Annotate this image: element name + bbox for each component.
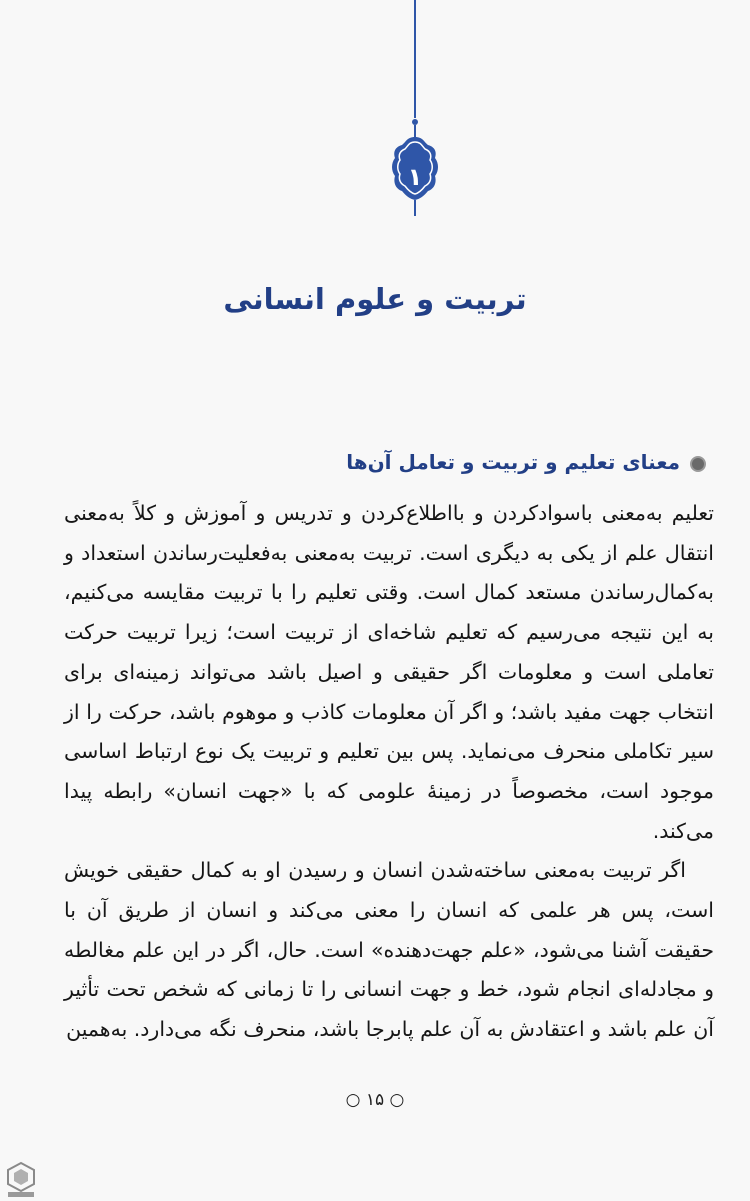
chapter-title: تربیت و علوم انسانی — [223, 282, 527, 316]
bullet-icon — [690, 456, 706, 472]
publisher-logo-icon — [4, 1160, 38, 1198]
page-number: ○ ۱۵ ○ — [345, 1090, 405, 1110]
section-heading-text: معنای تعلیم و تربیت و تعامل آن‌ها — [346, 450, 680, 474]
paragraph: تعلیم به‌معنی باسوادکردن و بااطلاع‌کردن و تدریس و آموزش و کلاً به‌معنی انتقال علم از یکی به دیگری است. تربیت به‌معنی به‌فعلیت‌رساندن استعداد و به‌کمال‌رساندن مستعد کمال است. وقتی تعلیم را با تربیت مقایسه می‌کنیم، به این نتیجه می‌رسیم که تعلیم شاخه‌ای از تربیت است؛ زیرا تربیت حرکت تعاملی است و معلومات اگر حقیقی و اصیل باشد می‌تواند زمینه‌ای برای انتخاب جهت مفید باشد؛ و اگر آن معلومات کاذب و موهوم باشد، حرکت را از سیر تکاملی منحرف می‌نماید. پس بین تعلیم و تربیت یک نوع ارتباط اساسی موجود است، مخصوصاً در زمینهٔ علومی که با «جهت انسان» رابطه پیدا می‌کند. — [64, 501, 714, 843]
section-heading — [86, 450, 706, 474]
chapter-number: ۱ — [407, 163, 423, 191]
body-text — [64, 494, 714, 1050]
paragraph: اگر تربیت به‌معنی ساخته‌شدن انسان و رسیدن او به کمال حقیقی خویش است، پس هر علمی که انسان را معنی می‌کند و انسان از طریق آن با حقیقت آشنا می‌شود، «علم جهت‌دهنده» است. حال، اگر در این علم مغالطه و مجادله‌ای انجام شود، خط و جهت انسانی را تا زمانی که شخص تحت تأثیر آن علم باشد و اعتقادش به آن علم پابرجا باشد، منحرف نگه می‌دارد. به‌همین — [64, 858, 714, 1042]
hanging-medallion-icon — [380, 0, 450, 230]
